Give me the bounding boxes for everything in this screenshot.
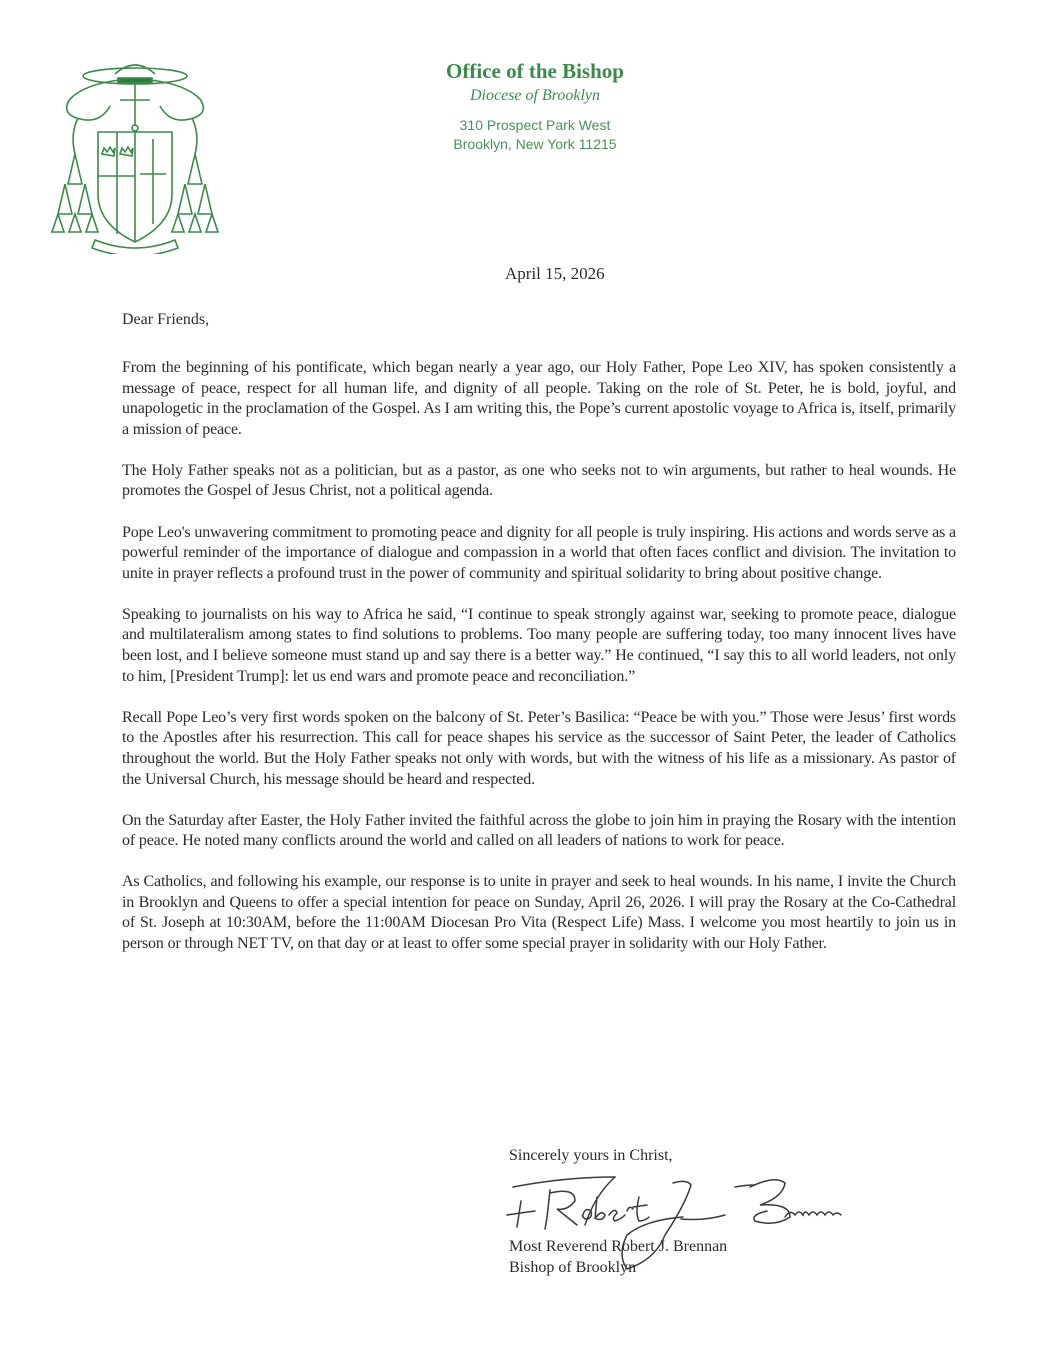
paragraph: Speaking to journalists on his way to Africa he said, “I continue to speak strongly against war, seeking to promote peace, dialogue and multilateralism among states to find solutions to problems. Too many people are suffering today, too many innocent lives have been lost, and I believe someone must stand up and say there is a better way.” He continued, “I say this to all world leaders, not only to him, [President Trump]: let us end wars and promote peace and reconciliation.” xyxy=(122,605,956,685)
coat-of-arms-icon xyxy=(40,44,230,254)
letter-body xyxy=(122,358,956,975)
paragraph: Recall Pope Leo’s very first words spoken on the balcony of St. Peter’s Basilica: “Peace be with you.” Those were Jesus’ first words to the Apostles after his resurrection. This call for peace shapes his service as the successor of Saint Peter, the leader of Catholics throughout the world. But the Holy Father speaks not only with words, but with the witness of his life as a missionary. As pastor of the Universal Church, his message should be heard and respected. xyxy=(122,708,956,788)
address-line-1: 310 Prospect Park West xyxy=(459,117,611,133)
diocese-crest xyxy=(40,44,230,254)
paragraph: On the Saturday after Easter, the Holy Father invited the faithful across the globe to join him in praying the Rosary with the intention of peace. He noted many conflicts around the world and called on all leaders of nations to work for peace. xyxy=(122,811,956,850)
salutation: Dear Friends, xyxy=(122,311,210,328)
letterhead xyxy=(400,58,670,154)
signer-title: Bishop of Brooklyn xyxy=(509,1259,637,1276)
address xyxy=(400,116,670,154)
address-line-2: Brooklyn, New York 11215 xyxy=(453,136,617,152)
closing: Sincerely yours in Christ, xyxy=(509,1147,673,1164)
paragraph: Pope Leo's unwavering commitment to promoting peace and dignity for all people is truly inspiring. His actions and words serve as a powerful reminder of the importance of dialogue and compassion in a world that often faces conflict and division. The invitation to unite in prayer reflects a profound trust in the power of community and spiritual solidarity to bring about positive change. xyxy=(122,523,956,582)
signer-name: Most Reverend Robert J. Brennan xyxy=(509,1238,728,1255)
paragraph: From the beginning of his pontificate, which began nearly a year ago, our Holy Father, Pope Leo XIV, has spoken consistently a message of peace, respect for all human life, and dignity of all people. Taking on the role of St. Peter, he is bold, joyful, and unapologetic in the proclamation of the Gospel. As I am writing this, the Pope’s current apostolic voyage to Africa is, itself, primarily a mission of peace. xyxy=(122,359,956,438)
letter-date: April 15, 2026 xyxy=(505,264,605,283)
office-title: Office of the Bishop xyxy=(446,59,624,83)
paragraph: As Catholics, and following his example, our response is to unite in prayer and seek to heal wounds. In his name, I invite the Church in Brooklyn and Queens to offer a special intention for peace on Sunday, April 26, 2026. I will pray the Rosary at the Co-Cathedral of St. Joseph at 10:30AM, before the 11:00AM Diocesan Pro Vita (Respect Life) Mass. I welcome you most heartily to join us in person or through NET TV, on that day or at least to offer some special prayer in solidarity with our Holy Father. xyxy=(122,873,956,953)
paragraph: The Holy Father speaks not as a politician, but as a pastor, as one who seeks not to win arguments, but rather to heal wounds. He promotes the Gospel of Jesus Christ, not a political agenda. xyxy=(122,461,956,500)
diocese-name: Diocese of Brooklyn xyxy=(469,87,601,104)
signer-block xyxy=(509,1236,727,1278)
